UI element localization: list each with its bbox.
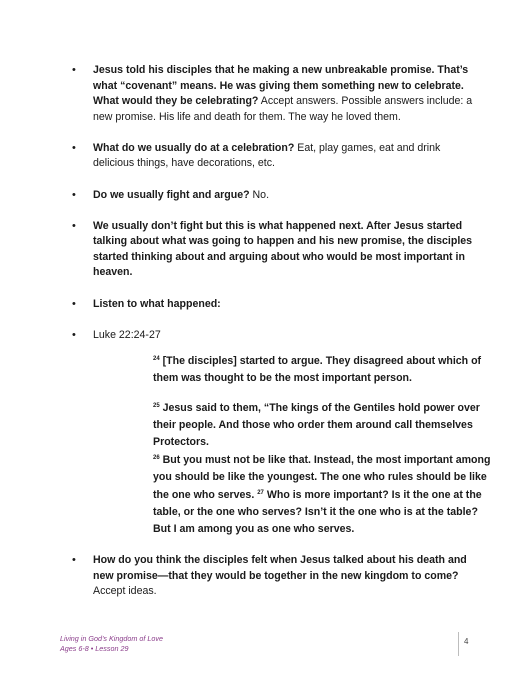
verse-number: 26 [153, 455, 160, 462]
bullet-dot: • [72, 328, 76, 341]
bullet-dot: • [72, 141, 76, 154]
bullet-item-listen [72, 297, 482, 313]
verse-text: Who is more important? Is it the one at the table, or the one who serves? Isn’t it the one who is at the table? But I am among you as one who serves. [153, 489, 482, 535]
verse-number: 25 [153, 403, 160, 410]
bullet-item-reference [72, 328, 491, 538]
page-number: 4 [464, 637, 469, 646]
footer-line-series: Living in God’s Kingdom of Love [60, 634, 163, 643]
lesson-bullet-list [72, 63, 491, 615]
bullet-dot: • [72, 188, 76, 201]
bullet-bold-text: Do we usually fight and argue? [93, 188, 250, 201]
bullet-item-what-happened-next [72, 219, 482, 281]
verse-24 [153, 351, 498, 386]
verse-number: 24 [153, 356, 160, 363]
bullet-dot: • [72, 297, 76, 310]
verse-25-27 [153, 398, 498, 537]
bullet-dot: • [72, 554, 76, 567]
page-number-divider [458, 632, 459, 656]
bullet-bold-text: Listen to what happened: [93, 297, 221, 310]
verse-text: [The disciples] started to argue. They disagreed about which of them was thought to be the most important person. [153, 355, 482, 384]
verse-number: 27 [257, 490, 264, 497]
bullet-plain-text: Accept ideas. [93, 585, 157, 598]
scripture-passage [93, 351, 498, 537]
verse-text: But you must not be like that. Instead, the most important among you should be like the youngest. The one who rules should be like the one who serves. [153, 454, 491, 502]
bullet-bold-text: How do you think the disciples felt when Jesus talked about his death and new promise—that they would be together in the new kingdom to come? [93, 554, 467, 582]
bullet-plain-text: No. [249, 188, 270, 201]
bullet-bold-text: Jesus told his disciples that he making a new unbreakable promise. That’s what “covenant” means. He was giving them something new to celebrate. What would they be celebrating? [93, 64, 469, 108]
bullet-dot: • [72, 219, 76, 232]
bullet-plain-text: Accept answers. Possible answers include: a new promise. His life and death for them. The way he loved them. [93, 95, 473, 123]
bullet-bold-text: What do we usually do at a celebration? [93, 141, 295, 154]
bullet-plain-text: Eat, play games, eat and drink delicious things, have decorations, etc. [93, 141, 441, 170]
verse-text: Jesus said to them, “The kings of the Gentiles hold power over their people. And those who order them around call themselves Protectors. [153, 402, 480, 448]
bullet-item-covenant [72, 63, 482, 125]
footer-curriculum-title [60, 634, 163, 654]
scripture-reference: Luke 22:24-27 [93, 328, 161, 341]
bullet-bold-text: We usually don’t fight but this is what happened next. After Jesus started talking about what was going to happen and his new promise, the disciples started thinking about and arguing about who would be most important in heaven. [93, 219, 473, 279]
footer-line-lesson: Ages 6-8 • Lesson 29 [60, 644, 129, 653]
bullet-item-disciples-felt [72, 553, 482, 600]
bullet-item-fight [72, 188, 482, 204]
bullet-item-celebration [72, 141, 482, 172]
bullet-dot: • [72, 64, 76, 76]
